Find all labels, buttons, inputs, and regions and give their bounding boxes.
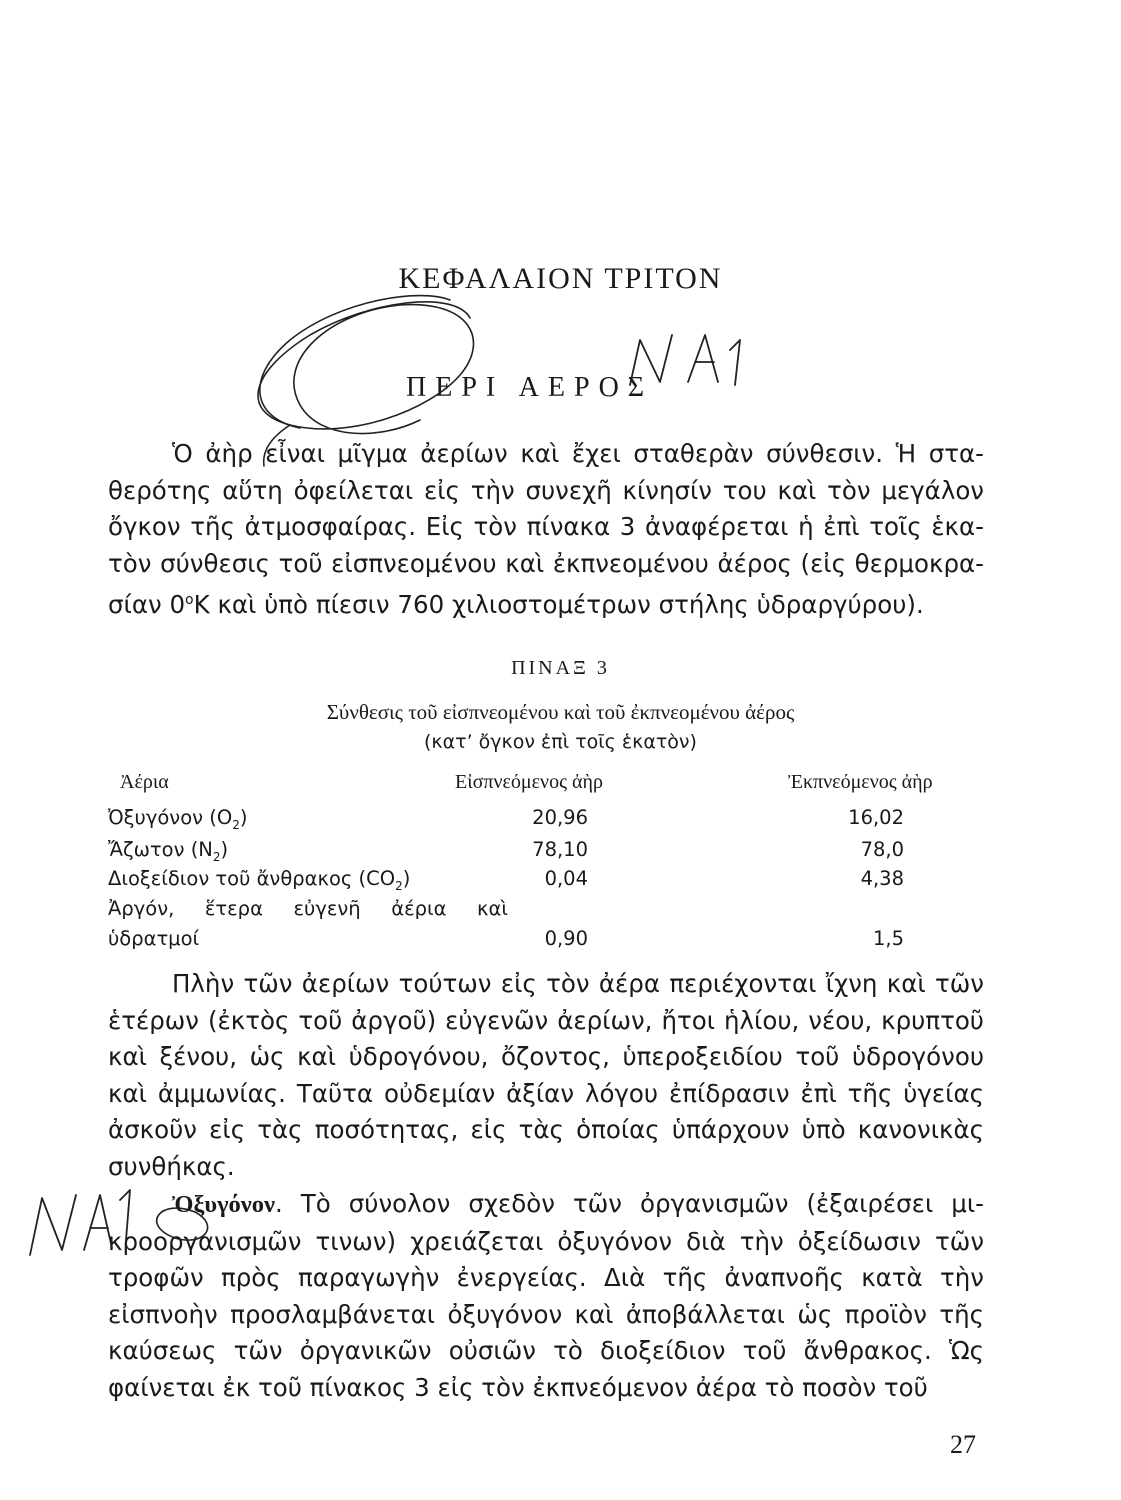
table-header-gas: Ἀέρια: [120, 771, 169, 793]
table-cell-inhaled: 0,90: [544, 927, 588, 950]
section-title: ΠΕΡΙ ΑΕΡΟΣ: [406, 372, 654, 403]
gas-name: Διοξείδιον τοῦ ἄνθρακος (CO: [108, 867, 396, 890]
pen-loop-scribble-outer: [260, 296, 450, 428]
gas-close: ): [402, 867, 411, 890]
paragraph-oxygen-text: . Τὸ σύνολον σχεδὸν τῶν ὀργανισμῶν (ἐξαιρέσει μικροοργανισμῶν τινων) χρειάζεται ὀξυγόνον διὰ τὴν ὀξείδωσιν τῶν τροφῶν πρὸς παραγωγὴν ἐνεργείας. Διὰ τῆς ἀναπνοῆς κατὰ τὴν εἰσπνοὴν προσλαμβάνεται ὀξυγόνον καὶ ἀποβάλλεται ὡς προϊὸν τῆς καύσεως τῶν ὀργανικῶν οὐσιῶν τὸ διοξείδιον τοῦ ἄνθρακος. Ὡς φαίνεται ἐκ τοῦ πίνακος 3 εἰς τὸν ἐκπνεόμενον ἀέρα τὸ ποσὸν τοῦ: [108, 1189, 984, 1402]
paragraph-oxygen: [108, 1186, 984, 1406]
table-cell-exhaled: 16,02: [848, 806, 904, 829]
gas-subscript: 2: [232, 817, 240, 832]
gas-name: Ὀξυγόνον (O: [108, 806, 233, 829]
page-number: 27: [950, 1430, 976, 1459]
table-cell-gas: Ἀργόν, ἕτερα εὐγενῆ ἀέρια καὶ: [108, 897, 508, 920]
table-cell-exhaled: 78,0: [860, 838, 904, 861]
table-cell-inhaled: 78,10: [532, 838, 588, 861]
chapter-title: ΚΕΦΑΛΑΙΟΝ ΤΡΙΤΟΝ: [398, 262, 723, 295]
table-label: ΠΙΝΑΞ 3: [511, 657, 610, 679]
table-cell-exhaled: 4,38: [860, 867, 904, 890]
table-cell-inhaled: 20,96: [532, 806, 588, 829]
gas-name: Ἄζωτον (N: [108, 838, 213, 861]
table-cell-exhaled: 1,5: [872, 927, 904, 950]
pen-loop-scribble: [258, 302, 474, 434]
paragraph-intro-text: Ὁ ἀὴρ εἶναι μῖγμα ἀερίων καὶ ἔχει σταθερὰν σύνθεσιν. Ἡ σταθερότης αὕτη ὀφείλεται εἰς τὴν συνεχῆ κίνησίν του καὶ τὸν μεγάλον ὄγκον τῆς ἀτμοσφαίρας. Εἰς τὸν πίνακα 3 ἀναφέρεται ἡ ἐπὶ τοῖς ἑκατὸν σύνθεσις τοῦ εἰσπνεομένου καὶ ἐκπνεομένου ἀέρος (εἰς θερμοκρασίαν 0: [108, 439, 984, 620]
table-header-inhaled: Εἰσπνεόμενος ἀὴρ: [455, 771, 603, 793]
table-caption: Σύνθεσις τοῦ εἰσπνεομένου καὶ τοῦ ἐκπνεομένου ἀέρος: [326, 700, 795, 724]
paragraph-intro-end: Κ καὶ ὑπὸ πίεσιν 760 χιλιοστομέτρων στήλης ὑδραργύρου).: [193, 590, 924, 620]
degree-mark: ο: [185, 592, 194, 608]
table-cell-inhaled: 0,04: [544, 867, 588, 890]
gas-subscript: 2: [212, 849, 221, 864]
gas-close: ): [239, 806, 248, 829]
table-subcaption: (κατ’ ὄγκον ἐπὶ τοῖς ἑκατὸν): [424, 731, 697, 753]
paragraph-trace-gases: Πλὴν τῶν ἀερίων τούτων εἰς τὸν ἀέρα περιέχονται ἴχνη καὶ τῶν ἑτέρων (ἐκτὸς τοῦ ἀργοῦ) εὐγενῶν ἀερίων, ἤτοι ἡλίου, νέου, κρυπτοῦ καὶ ξένου, ὡς καὶ ὑδρογόνου, ὄζοντος, ὑπεροξειδίου τοῦ ὑδρογόνου καὶ ἀμμωνίας. Ταῦτα οὐδεμίαν ἀξίαν λόγου ἐπίδρασιν ἐπὶ τῆς ὑγείας ἀσκοῦν εἰς τὰς ποσότητας, εἰς τὰς ὁποίας ὑπάρχουν ὑπὸ κανονικὰς συνθήκας.: [108, 969, 984, 1181]
table-cell-gas-cont: ὑδρατμοί: [108, 927, 200, 950]
gas-close: ): [220, 838, 229, 861]
oxygen-heading: Ὀξυγόνον: [172, 1191, 275, 1218]
gas-subscript: 2: [395, 878, 403, 893]
paragraph-intro: [108, 436, 984, 624]
table-header-exhaled: Ἐκπνεόμενος ἀὴρ: [788, 771, 933, 793]
